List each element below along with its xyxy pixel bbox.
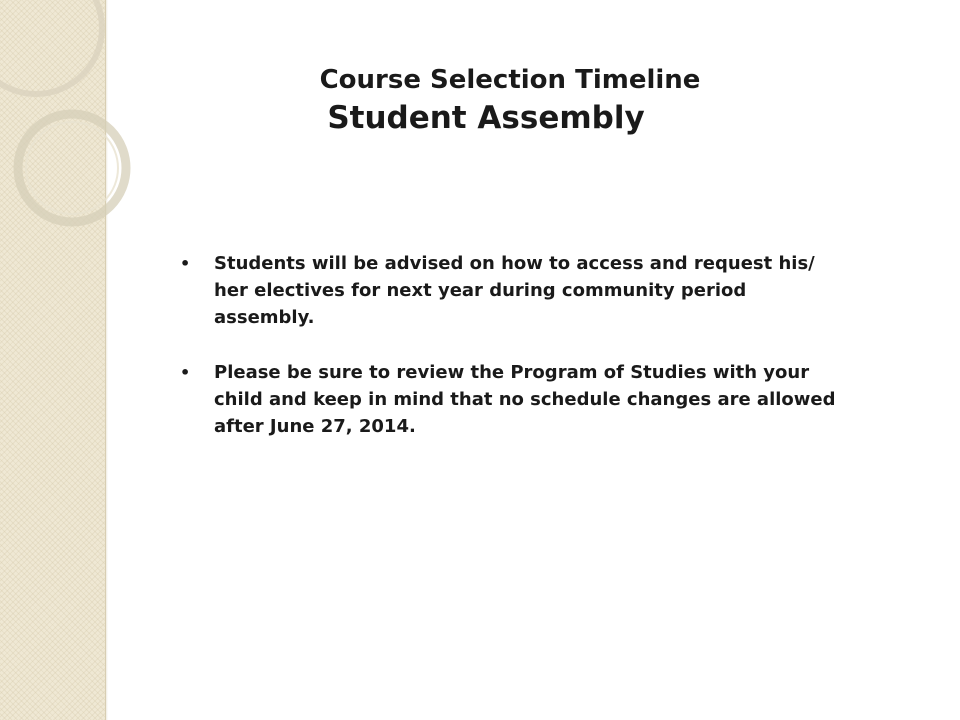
bullet-item-review [180,359,850,440]
title-block [160,62,860,138]
bullet-item-advising [180,250,850,331]
page-subtitle: Student Assembly [327,100,645,136]
decorative-circle-top [0,0,102,94]
decorative-circles [0,0,140,260]
bullet-icon: • [180,254,191,273]
bullet-icon: • [180,363,191,382]
bullet-text-review: Please be sure to review the Program of Studies with your child and keep in mind that no schedule changes are allowed after June 27, 2014. [214,362,836,437]
bullet-text-advising: Students will be advised on how to access and request his/ her electives for next year during community period assembly. [214,253,815,328]
bullet-list [180,250,850,468]
page-title: Course Selection Timeline [319,65,701,95]
decorative-circle-bottom-inner [26,122,118,214]
decorative-circle-bottom [18,114,126,222]
